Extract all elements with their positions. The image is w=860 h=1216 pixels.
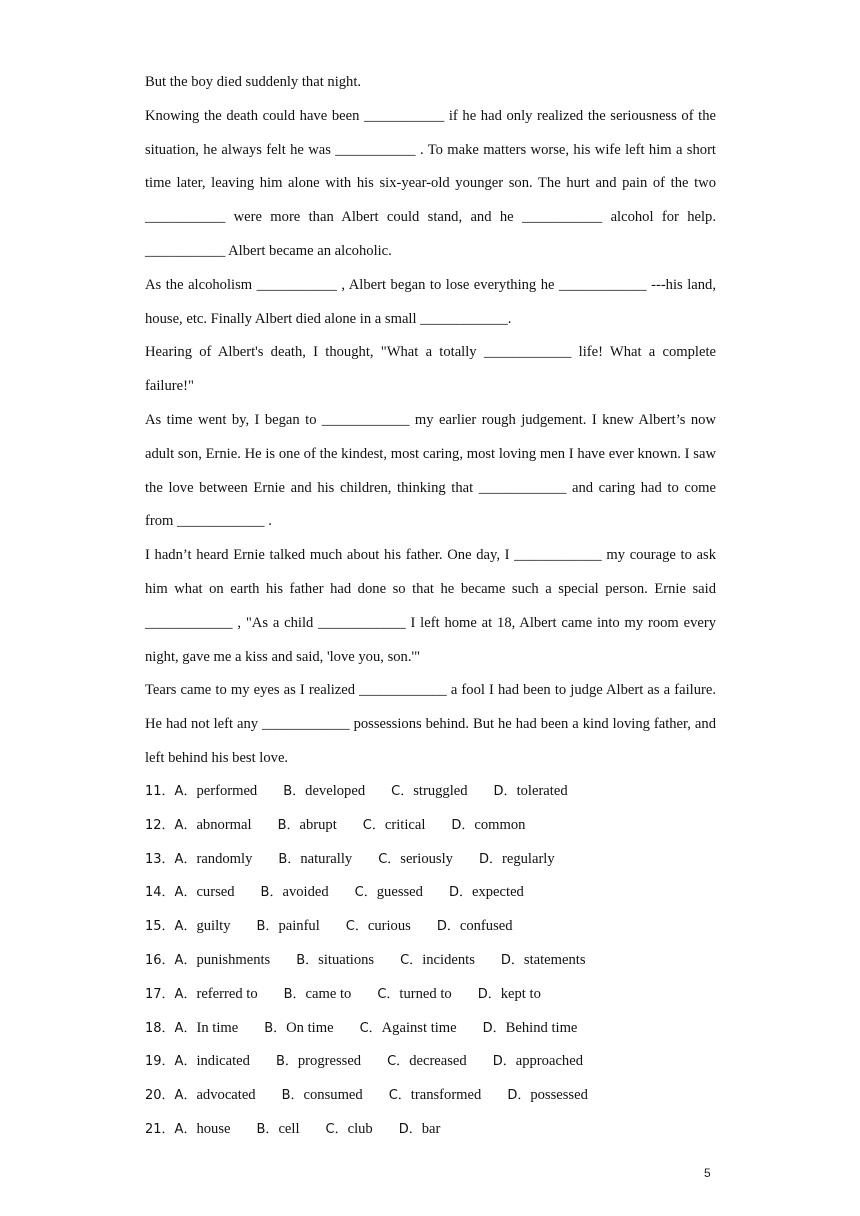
- option-text: cursed: [196, 884, 235, 901]
- option-text: cell: [278, 1120, 300, 1137]
- question-number: 11．: [145, 784, 175, 799]
- paragraph-2: Knowing the death could have been ___________ if he had only realized the seriousness of the situation, he always felt he was ___________ . To make matters worse, his wife left him a short time later, leaving him alone with his six-year-old younger son. The hurt and pain of the two ___________ were more than Albert could stand, and he ___________ alcohol for help. ___________ Albert became an alcoholic.: [145, 107, 716, 259]
- option-letter: D．: [477, 986, 501, 1002]
- option-choice: [257, 1113, 300, 1147]
- option-text: came to: [305, 985, 352, 1002]
- option-choice: [346, 910, 411, 944]
- option-choice: [507, 1079, 588, 1113]
- option-text: approached: [515, 1053, 583, 1070]
- paragraph-5: As time went by, I began to ____________ my earlier rough judgement. I knew Albert’s now adult son, Ernie. He is one of the kindest, most caring, most loving men I have ever known. I saw the love between Ernie and his children, thinking that ____________ and caring had to come from ____________ .: [145, 411, 716, 530]
- option-letter: C．: [325, 1121, 348, 1137]
- option-text: house: [196, 1120, 231, 1137]
- option-letter: A．: [174, 1054, 197, 1070]
- option-choice: [282, 1079, 363, 1113]
- option-choice: [400, 944, 475, 978]
- option-choice: [284, 978, 352, 1012]
- question-row: [145, 1113, 745, 1147]
- option-choice: [261, 876, 329, 910]
- question-number: 20．: [145, 1088, 175, 1104]
- option-letter: B．: [278, 851, 301, 867]
- question-number: 15．: [145, 919, 175, 935]
- option-letter: D．: [478, 851, 502, 867]
- option-text: randomly: [196, 850, 253, 867]
- option-choice: [360, 1012, 457, 1046]
- question-number: 19．: [145, 1054, 175, 1070]
- option-text: guessed: [376, 884, 423, 901]
- option-letter: C．: [388, 1088, 411, 1104]
- option-letter: D．: [507, 1088, 531, 1104]
- option-text: regularly: [501, 850, 555, 867]
- option-text: common: [474, 816, 526, 833]
- option-letter: A．: [174, 784, 197, 799]
- option-text: possessed: [530, 1087, 588, 1104]
- option-choice: [278, 809, 337, 843]
- option-text: bar: [421, 1120, 441, 1137]
- option-choice: [363, 809, 426, 843]
- option-letter: D．: [398, 1121, 422, 1137]
- option-text: turned to: [399, 985, 452, 1002]
- option-choice: [175, 775, 258, 809]
- option-text: referred to: [196, 985, 258, 1002]
- option-letter: A．: [174, 1088, 197, 1104]
- option-choice: [501, 944, 586, 978]
- question-row: [145, 978, 745, 1012]
- option-choice: [451, 809, 525, 843]
- option-choice: [493, 1045, 583, 1079]
- option-text: struggled: [413, 783, 468, 799]
- option-choice: [175, 944, 271, 978]
- option-letter: A．: [174, 885, 197, 901]
- option-choice: [483, 1012, 578, 1046]
- option-choice: [387, 1045, 467, 1079]
- question-row: [145, 910, 745, 944]
- option-choice: [175, 876, 235, 910]
- question-row: [145, 1079, 745, 1113]
- option-choice: [326, 1113, 373, 1147]
- option-text: progressed: [297, 1053, 362, 1070]
- option-choice: [175, 910, 231, 944]
- option-letter: B．: [283, 784, 306, 799]
- option-letter: A．: [174, 1121, 197, 1137]
- question-number: 17．: [145, 986, 175, 1002]
- option-letter: D．: [493, 784, 517, 799]
- option-text: indicated: [196, 1053, 250, 1070]
- option-letter: C．: [378, 851, 401, 867]
- option-text: club: [347, 1120, 373, 1137]
- paragraph-7: Tears came to my eyes as I realized ____________ a fool I had been to judge Albert as a failure. He had not left any ____________ possessions behind. But he had been a kind loving father, and left behind his best love.: [145, 682, 716, 766]
- question-number: 21．: [145, 1121, 175, 1137]
- option-letter: A．: [174, 919, 197, 935]
- option-choice: [257, 910, 320, 944]
- option-choice: [175, 809, 252, 843]
- option-letter: A．: [174, 817, 197, 833]
- option-choice: [355, 876, 423, 910]
- option-letter: D．: [448, 885, 472, 901]
- option-choice: [378, 843, 453, 877]
- option-choice: [175, 1113, 231, 1147]
- option-choice: [478, 978, 541, 1012]
- option-text: guilty: [196, 918, 231, 935]
- option-choice: [278, 843, 352, 877]
- question-row: [145, 775, 745, 809]
- option-letter: A．: [174, 1020, 197, 1036]
- option-text: avoided: [282, 884, 329, 901]
- option-letter: C．: [354, 885, 377, 901]
- option-text: Against time: [381, 1019, 457, 1036]
- option-text: painful: [278, 918, 320, 935]
- option-choice: [264, 1012, 333, 1046]
- question-row: [145, 876, 745, 910]
- option-text: consumed: [303, 1087, 363, 1104]
- option-choice: [389, 1079, 482, 1113]
- option-letter: D．: [500, 952, 524, 968]
- option-letter: D．: [482, 1020, 506, 1036]
- option-text: critical: [384, 816, 426, 833]
- option-letter: B．: [283, 986, 306, 1002]
- question-row: [145, 809, 745, 843]
- option-letter: C．: [359, 1020, 382, 1036]
- question-row: [145, 944, 745, 978]
- option-choice: [449, 876, 524, 910]
- option-letter: B．: [256, 1121, 279, 1137]
- question-number: 13．: [145, 851, 175, 867]
- answer-options: [145, 775, 745, 1147]
- option-letter: D．: [436, 919, 460, 935]
- option-letter: B．: [281, 1088, 304, 1104]
- option-choice: [175, 843, 253, 877]
- option-letter: B．: [260, 885, 283, 901]
- option-letter: C．: [391, 784, 414, 799]
- option-choice: [175, 1012, 239, 1046]
- option-text: expected: [471, 884, 524, 901]
- option-text: tolerated: [516, 783, 568, 799]
- option-text: performed: [196, 783, 258, 799]
- option-text: On time: [286, 1019, 334, 1036]
- option-choice: [276, 1045, 361, 1079]
- option-letter: C．: [400, 952, 423, 968]
- option-letter: B．: [277, 817, 300, 833]
- option-text: naturally: [300, 850, 353, 867]
- option-text: statements: [523, 951, 586, 968]
- option-letter: C．: [377, 986, 400, 1002]
- option-letter: C．: [345, 919, 368, 935]
- option-choice: [494, 775, 568, 809]
- option-text: transformed: [410, 1087, 482, 1104]
- option-letter: A．: [174, 851, 197, 867]
- question-row: [145, 1045, 745, 1079]
- option-letter: A．: [174, 986, 197, 1002]
- option-text: abrupt: [299, 816, 337, 833]
- option-letter: C．: [362, 817, 385, 833]
- option-letter: A．: [174, 952, 197, 968]
- paragraph-3: As the alcoholism ___________ , Albert began to lose everything he ____________ ---his land, house, etc. Finally Albert died alone in a small ____________.: [145, 276, 716, 327]
- paragraph-6: I hadn’t heard Ernie talked much about his father. One day, I ____________ my courage to ask him what on earth his father had done so that he became such a special person. Ernie said ____________ , "As a child ____________ I left home at 18, Albert came into my room every night, gave me a kiss and said, 'love you, son.'": [145, 547, 716, 665]
- option-letter: B．: [296, 952, 319, 968]
- option-choice: [399, 1113, 441, 1147]
- option-text: situations: [318, 951, 375, 968]
- option-text: curious: [367, 918, 411, 935]
- question-number: 14．: [145, 885, 175, 901]
- option-text: In time: [196, 1019, 239, 1036]
- option-choice: [175, 978, 258, 1012]
- option-letter: B．: [264, 1020, 287, 1036]
- option-choice: [377, 978, 451, 1012]
- option-choice: [175, 1079, 256, 1113]
- option-text: advocated: [196, 1087, 256, 1104]
- option-choice: [437, 910, 513, 944]
- paragraph-1: But the boy died suddenly that night.: [145, 74, 362, 90]
- option-text: confused: [459, 918, 513, 935]
- option-choice: [296, 944, 374, 978]
- option-text: decreased: [409, 1053, 467, 1070]
- question-row: [145, 843, 745, 877]
- option-letter: C．: [387, 1054, 410, 1070]
- option-text: incidents: [422, 951, 475, 968]
- option-text: abnormal: [196, 816, 252, 833]
- option-letter: D．: [451, 817, 475, 833]
- option-choice: [283, 775, 365, 809]
- option-text: Behind time: [505, 1019, 578, 1036]
- question-number: 18．: [145, 1020, 175, 1036]
- option-letter: D．: [492, 1054, 516, 1070]
- option-choice: [175, 1045, 250, 1079]
- option-letter: B．: [275, 1054, 298, 1070]
- option-text: kept to: [500, 985, 541, 1002]
- option-text: punishments: [196, 951, 271, 968]
- question-number: 12．: [145, 817, 175, 833]
- option-text: seriously: [400, 850, 453, 867]
- passage: [145, 66, 716, 776]
- page-number: 5: [704, 1166, 711, 1180]
- option-choice: [479, 843, 555, 877]
- paragraph-4: Hearing of Albert's death, I thought, "What a totally ____________ life! What a complete failure!": [145, 344, 716, 395]
- question-number: 16．: [145, 952, 175, 968]
- question-row: [145, 1012, 745, 1046]
- option-choice: [391, 775, 467, 809]
- option-text: developed: [305, 783, 366, 799]
- option-letter: B．: [256, 919, 279, 935]
